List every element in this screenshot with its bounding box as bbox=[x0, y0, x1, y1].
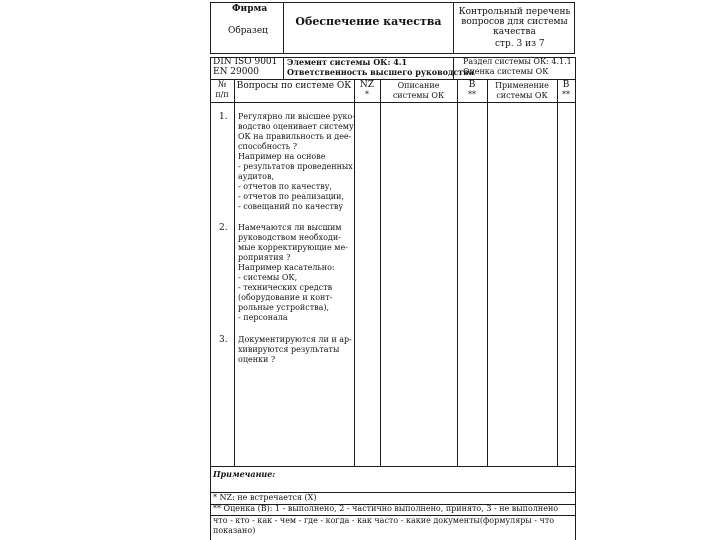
question-number: 3. bbox=[219, 335, 228, 345]
question-line: (оборудование и конт- bbox=[238, 293, 333, 302]
col-b2: В bbox=[562, 80, 570, 90]
question-line: способность ? bbox=[238, 142, 297, 151]
question-line: водство оценивает систему bbox=[238, 122, 354, 131]
question-line: Регулярно ли высшее руко- bbox=[238, 112, 356, 121]
col-b: В bbox=[468, 80, 476, 90]
question-line: хивируются результаты bbox=[238, 345, 340, 354]
question-line: руководством необходи- bbox=[238, 233, 341, 242]
col-b-sub: ** bbox=[468, 90, 476, 99]
question-line: оценки ? bbox=[238, 355, 276, 364]
standard-en: EN 29000 bbox=[213, 67, 259, 77]
col-applied: Применение bbox=[495, 81, 549, 90]
col-description: Описание bbox=[397, 81, 440, 90]
question-line: Например на основе bbox=[238, 152, 326, 161]
sample-label: Образец bbox=[228, 26, 268, 36]
col-b2-sub: ** bbox=[562, 90, 570, 99]
col-applied-sub: системы ОК bbox=[496, 91, 548, 100]
question-line: - персонала bbox=[238, 313, 288, 322]
checklist-line1: Контрольный перечень bbox=[458, 7, 571, 17]
question-line: ОК на правильность и дее- bbox=[238, 132, 352, 141]
nz-note: * NZ: не встречается (Х) bbox=[213, 493, 317, 502]
checklist-form bbox=[210, 0, 576, 540]
question-number: 2. bbox=[219, 223, 228, 233]
notes-label: Примечание: bbox=[213, 469, 276, 479]
score-note: ** Оценка (В): 1 - выполнено, 2 - частично выполнено, принято, 3 - не выполнено bbox=[213, 504, 559, 513]
question-line: - результатов проведенных bbox=[238, 162, 353, 171]
col-description-sub: системы ОК bbox=[392, 91, 445, 100]
col-num-sub: п/п bbox=[215, 90, 229, 99]
question-line: - технических средств bbox=[238, 283, 333, 292]
standard-din: DIN ISO 9001 bbox=[213, 57, 278, 67]
question-line: Намечаются ли высшим bbox=[238, 223, 342, 232]
responsibility: Ответственность высшего руководства bbox=[287, 67, 474, 77]
page-info: стр. 3 из 7 bbox=[495, 39, 545, 49]
question-line: - совещаний по качеству bbox=[238, 202, 344, 211]
system-assessment: Оценка системы ОК bbox=[463, 67, 549, 76]
question-line: аудитов, bbox=[238, 172, 275, 181]
system-section: Раздел системы ОК: 4.1.1 bbox=[463, 57, 572, 66]
question-line: рольные устройства), bbox=[238, 303, 330, 312]
checklist-line2: вопросов для системы bbox=[461, 17, 568, 27]
question-line: - отчетов по качеству, bbox=[238, 182, 332, 191]
col-questions: Вопросы по системе ОК bbox=[236, 81, 352, 91]
question-line: - системы ОК, bbox=[238, 273, 298, 282]
question-line: роприятия ? bbox=[238, 253, 291, 262]
question-line: Например касательно: bbox=[238, 263, 335, 272]
firm-label: Фирма bbox=[232, 4, 268, 14]
checklist-line3: качества bbox=[493, 27, 536, 37]
col-num: № bbox=[217, 80, 227, 90]
what-note-line1: что - кто - как - чем - где - когда - как часто - какие документы(формуляры - что bbox=[213, 516, 555, 525]
col-nz: NZ bbox=[359, 80, 375, 90]
what-note-line2: показано) bbox=[213, 526, 256, 535]
question-line: - отчетов по реализации, bbox=[238, 192, 345, 201]
col-nz-sub: * bbox=[365, 90, 369, 99]
question-number: 1. bbox=[219, 112, 228, 122]
form-title: Обеспечение качества bbox=[295, 15, 442, 28]
system-element: Элемент системы ОК: 4.1 bbox=[287, 57, 408, 67]
question-line: Документируются ли и ар- bbox=[238, 335, 352, 344]
question-line: мые корректирующие ме- bbox=[238, 243, 348, 252]
